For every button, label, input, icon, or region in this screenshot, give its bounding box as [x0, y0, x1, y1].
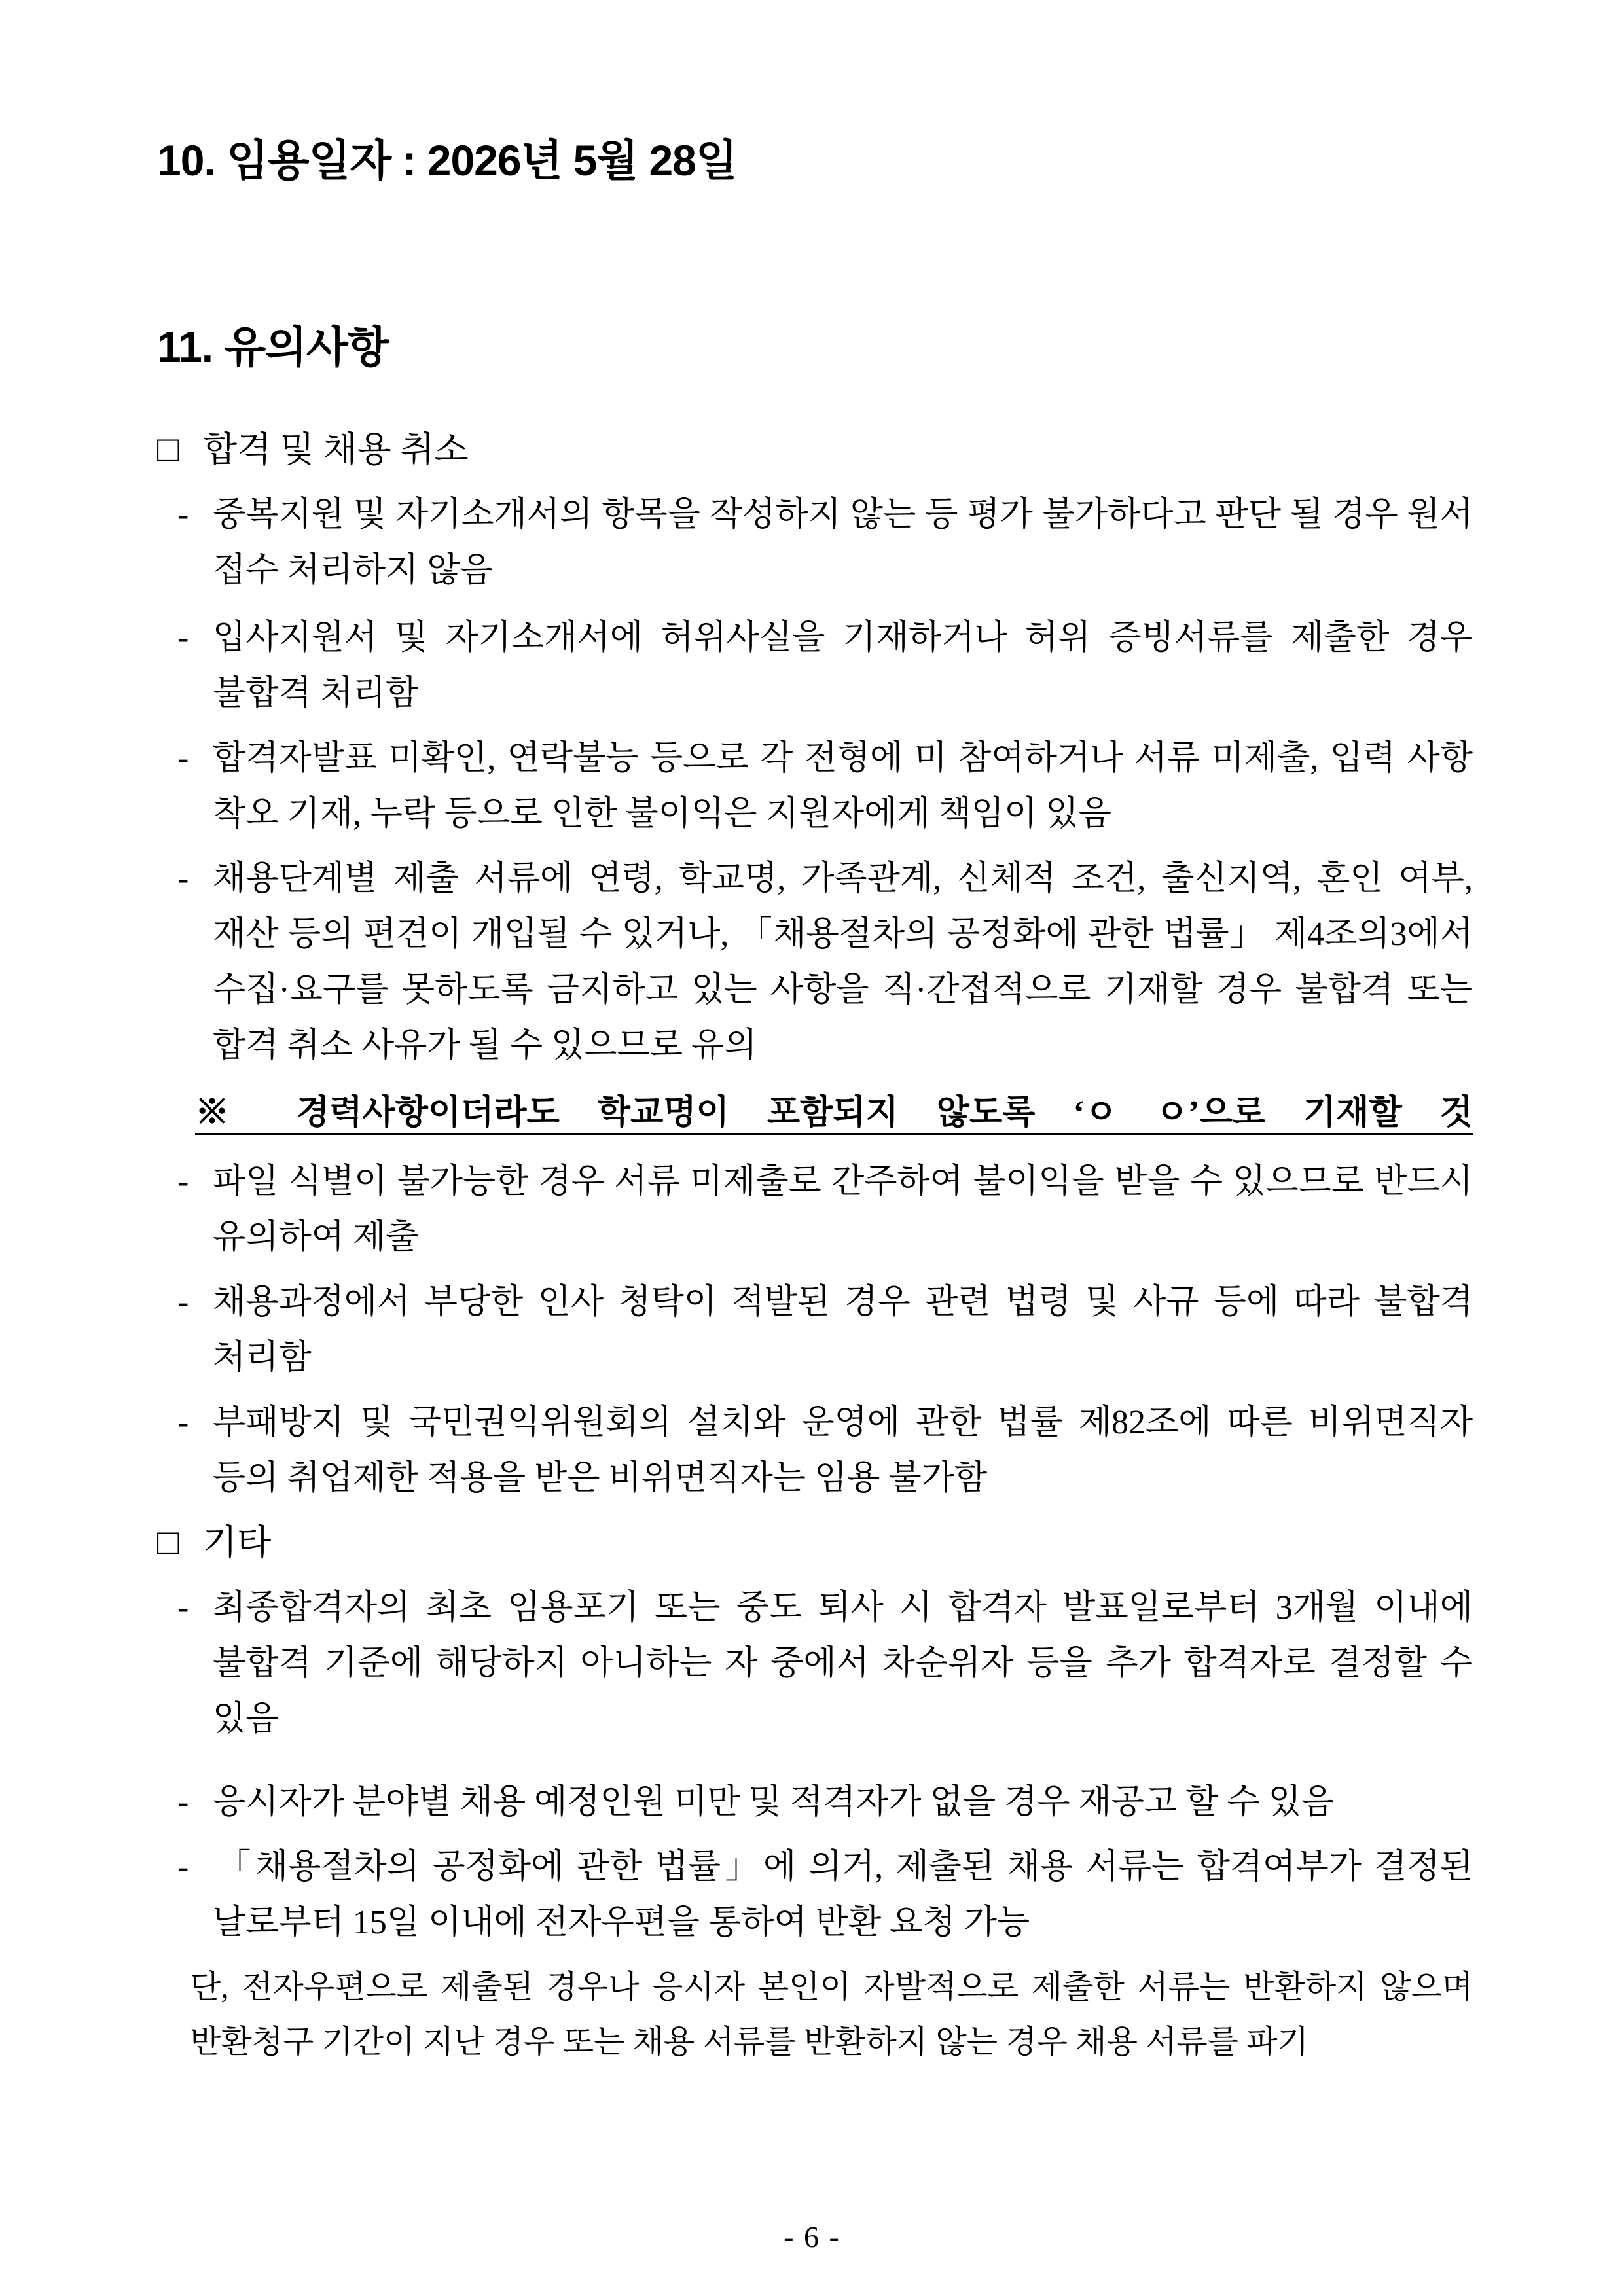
- list-item-text: ※ 경력사항이더라도 학교명이 포함되지 않도록 ‘ㅇ ㅇ’으로 기재할 것: [195, 1094, 1473, 1132]
- list-item-text: 부패방지 및 국민권익위원회의 설치와 운영에 관한 법률 제82조에 따른 비위면직자 등의 취업제한 적용을 받은 비위면직자는 임용 불가함: [213, 1404, 1473, 1497]
- section-heading-notes: 11. 유의사항: [157, 323, 389, 371]
- list-item-text: 합격자발표 미확인, 연락불능 등으로 각 전형에 미 참여하거나 서류 미제출, 입력 사항 착오 기재, 누락 등으로 인한 불이익은 지원자에게 책임이 있음: [213, 740, 1473, 833]
- list-item-text: 「채용절차의 공정화에 관한 법률」에 의거, 제출된 채용 서류는 합격여부가 결정된 날로부터 15일 이내에 전자우편을 통하여 반환 요청 가능: [213, 1848, 1473, 1941]
- dash-item: [157, 851, 1473, 1073]
- dash-item: [157, 610, 1473, 721]
- dash-item: [157, 1774, 1473, 1830]
- list-marker: -: [177, 1589, 189, 1626]
- list-item-text: 최종합격자의 최초 임용포기 또는 중도 퇴사 시 합격자 발표일로부터 3개월 이내에 불합격 기준에 해당하지 아니하는 자 중에서 차순위자 등을 추가 합격자로 결정할 수 있음: [213, 1589, 1473, 1738]
- list-marker: -: [177, 1163, 189, 1200]
- dash-item: [157, 1839, 1473, 1950]
- list-item-text: 기타: [203, 1523, 272, 1562]
- list-marker: -: [177, 619, 189, 656]
- list-item-text: 중복지원 및 자기소개서의 항목을 작성하지 않는 등 평가 불가하다고 판단 될 경우 원서 접수 처리하지 않음: [213, 496, 1473, 589]
- note-item: [157, 1085, 1473, 1141]
- box-item: [157, 1515, 1473, 1571]
- list-marker: -: [177, 496, 189, 533]
- list-item-text: 응시자가 분야별 채용 예정인원 미만 및 적격자가 없을 경우 재공고 할 수 있음: [213, 1784, 1335, 1821]
- box-item: [157, 422, 1473, 478]
- dash-item: [157, 1580, 1473, 1747]
- list-marker: -: [177, 1283, 189, 1321]
- list-marker: □: [157, 1522, 179, 1563]
- list-marker: -: [177, 1784, 189, 1821]
- plain-item: [157, 1960, 1473, 2070]
- list-item-text: 채용단계별 제출 서류에 연령, 학교명, 가족관계, 신체적 조건, 출신지역, 혼인 여부, 재산 등의 편견이 개입될 수 있거나, 「채용절차의 공정화에 관한 법률」 제4조의3에서 수집·요구를 못하도록 금지하고 있는 사항을 직·간접적으로 기재할 경우 불합격 또는 합격 취소 사유가 될 수 있으므로 유의: [213, 860, 1473, 1064]
- list-item-text: 채용과정에서 부당한 인사 청탁이 적발된 경우 관련 법령 및 사규 등에 따라 불합격 처리함: [213, 1283, 1473, 1376]
- list-marker: -: [177, 1404, 189, 1441]
- list-marker: -: [177, 1848, 189, 1886]
- dash-item: [157, 1395, 1473, 1506]
- dash-item: [157, 1154, 1473, 1265]
- dash-item: [157, 1274, 1473, 1386]
- page-number: - 6 -: [784, 2220, 840, 2253]
- list-marker: -: [177, 860, 189, 897]
- section-heading-appointment-date: 10. 임용일자 : 2026년 5월 28일: [157, 136, 737, 185]
- list-item-text: 합격 및 채용 취소: [203, 430, 469, 469]
- dash-item: [157, 730, 1473, 842]
- list-item-text: 입사지원서 및 자기소개서에 허위사실을 기재하거나 허위 증빙서류를 제출한 경우 불합격 처리함: [213, 619, 1473, 712]
- list-marker: -: [177, 740, 189, 777]
- list-marker: □: [157, 429, 179, 470]
- list-item-text: 단, 전자우편으로 제출된 경우나 응시자 본인이 자발적으로 제출한 서류는 반환하지 않으며 반환청구 기간이 지난 경우 또는 채용 서류를 반환하지 않는 경우 채용 서류를 파기: [190, 1969, 1473, 2060]
- dash-item: [157, 487, 1473, 598]
- list-item-text: 파일 식별이 불가능한 경우 서류 미제출로 간주하여 불이익을 받을 수 있으므로 반드시 유의하여 제출: [213, 1163, 1473, 1256]
- notes-list: [157, 422, 1473, 2070]
